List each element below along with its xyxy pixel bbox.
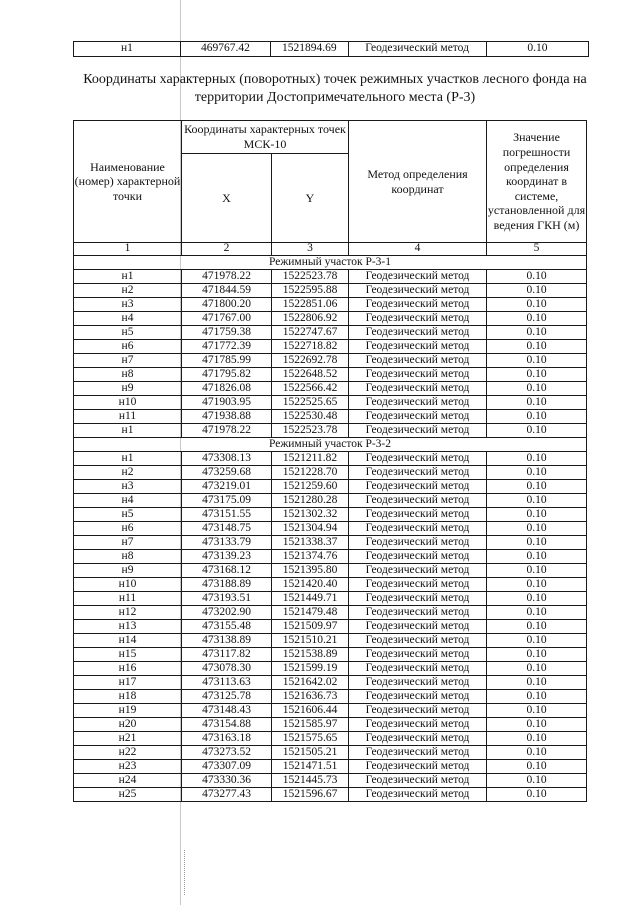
y-cell: 1521479.48: [272, 606, 349, 620]
table-row: [74, 326, 587, 340]
accuracy-cell: 0.10: [487, 396, 587, 410]
accuracy-cell: 0.10: [487, 494, 587, 508]
point-cell: н14: [74, 634, 182, 648]
table-row: [74, 648, 587, 662]
header-point-name: Наименование (номер) характерной точки: [74, 121, 182, 243]
method-cell: Геодезический метод: [349, 340, 487, 354]
accuracy-cell: 0.10: [487, 312, 587, 326]
y-cell: 1521606.44: [272, 704, 349, 718]
point-cell: н4: [74, 312, 182, 326]
x-cell: 471903.95: [182, 396, 272, 410]
method-cell: Геодезический метод: [349, 774, 487, 788]
x-cell: 471800.20: [182, 298, 272, 312]
y-cell: 1521471.51: [272, 760, 349, 774]
point-cell: н9: [74, 382, 182, 396]
point-cell: н3: [74, 480, 182, 494]
y-cell: 1522523.78: [272, 270, 349, 284]
section-title: Режимный участок Р-3-1: [74, 256, 587, 270]
method-cell: Геодезический метод: [349, 634, 487, 648]
x-cell: 471785.99: [182, 354, 272, 368]
method-cell: Геодезический метод: [349, 704, 487, 718]
y-cell: 1521575.65: [272, 732, 349, 746]
point-cell: н11: [74, 410, 182, 424]
method-cell: Геодезический метод: [349, 452, 487, 466]
y-cell: 1522648.52: [272, 368, 349, 382]
point-cell: н21: [74, 732, 182, 746]
accuracy-cell: 0.10: [487, 508, 587, 522]
table-row: [74, 634, 587, 648]
x-cell: 473113.63: [182, 676, 272, 690]
accuracy-cell: 0.10: [487, 466, 587, 480]
header-coordinates: Координаты характерных точек МСК-10: [182, 121, 349, 154]
point-cell: н6: [74, 522, 182, 536]
x-cell: 473175.09: [182, 494, 272, 508]
point-cell: н17: [74, 676, 182, 690]
point-cell: н11: [74, 592, 182, 606]
accuracy-cell: 0.10: [487, 718, 587, 732]
table-row: [74, 592, 587, 606]
point-cell: н9: [74, 564, 182, 578]
method-cell: Геодезический метод: [349, 536, 487, 550]
method-cell: Геодезический метод: [349, 424, 487, 438]
table-row: [74, 718, 587, 732]
x-cell: 473078.30: [182, 662, 272, 676]
x-cell: 473193.51: [182, 592, 272, 606]
point-cell: н8: [74, 368, 182, 382]
accuracy-cell: 0.10: [487, 340, 587, 354]
header-y: Y: [272, 154, 349, 243]
table-row: [74, 354, 587, 368]
method-cell: Геодезический метод: [349, 396, 487, 410]
y-cell: 1521538.89: [272, 648, 349, 662]
accuracy-cell: 0.10: [487, 676, 587, 690]
accuracy-cell: 0.10: [487, 648, 587, 662]
table-row: [74, 382, 587, 396]
accuracy-cell: 0.10: [487, 564, 587, 578]
table-heading: Координаты характерных (поворотных) точек режимных участков лесного фонда на территории Достопримечательного места (Р-3): [83, 72, 587, 105]
method-cell: Геодезический метод: [349, 466, 487, 480]
method-cell: Геодезический метод: [349, 620, 487, 634]
method-cell: Геодезический метод: [349, 606, 487, 620]
accuracy-cell: 0.10: [487, 760, 587, 774]
section-row: [74, 438, 587, 452]
y-cell: 1522718.82: [272, 340, 349, 354]
y-cell: 1521304.94: [272, 522, 349, 536]
point-cell: н1: [74, 452, 182, 466]
point-cell: н19: [74, 704, 182, 718]
accuracy-cell: 0.10: [487, 746, 587, 760]
y-cell: 1521228.70: [272, 466, 349, 480]
y-cell: 1522525.65: [272, 396, 349, 410]
column-number: 3: [272, 243, 349, 256]
method-cell: Геодезический метод: [349, 382, 487, 396]
accuracy-cell: 0.10: [487, 522, 587, 536]
header-method: Метод определения координат: [349, 121, 487, 243]
x-cell: 471978.22: [182, 270, 272, 284]
x-cell: 471759.38: [182, 326, 272, 340]
accuracy-cell: 0.10: [487, 774, 587, 788]
column-number: 1: [74, 243, 182, 256]
section-row: [74, 256, 587, 270]
method-cell: Геодезический метод: [349, 788, 487, 802]
method-cell: Геодезический метод: [349, 480, 487, 494]
method-cell: Геодезический метод: [349, 354, 487, 368]
method-cell: Геодезический метод: [349, 732, 487, 746]
table-row: [74, 284, 587, 298]
point-cell: н1: [74, 270, 182, 284]
table-row: [74, 368, 587, 382]
accuracy-cell: 0.10: [487, 298, 587, 312]
header-accuracy: Значение погрешности определения координат в системе, установленной для ведения ГКН (м): [487, 121, 587, 243]
accuracy-cell: 0.10: [487, 284, 587, 298]
header-x: X: [182, 154, 272, 243]
method-cell: Геодезический метод: [349, 676, 487, 690]
column-number: 4: [349, 243, 487, 256]
y-cell: 1521395.80: [272, 564, 349, 578]
table-row: [74, 410, 587, 424]
previous-table-last-row: [73, 41, 589, 57]
table-row: [74, 662, 587, 676]
point-cell: н13: [74, 620, 182, 634]
y-cell: 1522692.78: [272, 354, 349, 368]
column-number: 5: [487, 243, 587, 256]
page-fold-dots: [184, 850, 185, 895]
accuracy-cell: 0.10: [487, 732, 587, 746]
x-cell: 473148.43: [182, 704, 272, 718]
accuracy-cell: 0.10: [487, 452, 587, 466]
table-row: [74, 690, 587, 704]
y-cell: 1521211.82: [272, 452, 349, 466]
y-cell: 1522851.06: [272, 298, 349, 312]
method-cell: Геодезический метод: [349, 326, 487, 340]
x-cell: 473273.52: [182, 746, 272, 760]
table-row: [74, 270, 587, 284]
accuracy-cell: 0.10: [486, 42, 588, 57]
point-cell: н12: [74, 606, 182, 620]
accuracy-cell: 0.10: [487, 536, 587, 550]
y-cell: 1521509.97: [272, 620, 349, 634]
accuracy-cell: 0.10: [487, 354, 587, 368]
accuracy-cell: 0.10: [487, 704, 587, 718]
y-cell: 1521280.28: [272, 494, 349, 508]
accuracy-cell: 0.10: [487, 634, 587, 648]
y-cell: 1522806.92: [272, 312, 349, 326]
accuracy-cell: 0.10: [487, 662, 587, 676]
table-row: [74, 522, 587, 536]
method-cell: Геодезический метод: [349, 298, 487, 312]
method-cell: Геодезический метод: [349, 522, 487, 536]
x-cell: 471978.22: [182, 424, 272, 438]
method-cell: Геодезический метод: [349, 368, 487, 382]
table-row: [74, 774, 587, 788]
accuracy-cell: 0.10: [487, 382, 587, 396]
point-cell: н20: [74, 718, 182, 732]
table-row: [74, 340, 587, 354]
y-cell: 1521599.19: [272, 662, 349, 676]
x-cell: 471826.08: [182, 382, 272, 396]
x-cell: 473117.82: [182, 648, 272, 662]
table-row: [74, 620, 587, 634]
x-cell: 473155.48: [182, 620, 272, 634]
accuracy-cell: 0.10: [487, 410, 587, 424]
accuracy-cell: 0.10: [487, 690, 587, 704]
table-row: [74, 564, 587, 578]
method-cell: Геодезический метод: [349, 270, 487, 284]
x-cell: 473307.09: [182, 760, 272, 774]
table-row: [74, 312, 587, 326]
point-cell: н1: [74, 424, 182, 438]
method-cell: Геодезический метод: [349, 578, 487, 592]
method-cell: Геодезический метод: [349, 564, 487, 578]
x-cell: 473139.23: [182, 550, 272, 564]
method-cell: Геодезический метод: [349, 508, 487, 522]
y-cell: 1521636.73: [272, 690, 349, 704]
method-cell: Геодезический метод: [349, 410, 487, 424]
table-row: [74, 704, 587, 718]
table-row: [74, 732, 587, 746]
x-cell: 473308.13: [182, 452, 272, 466]
column-number: 2: [182, 243, 272, 256]
point-cell: н15: [74, 648, 182, 662]
y-cell: 1521642.02: [272, 676, 349, 690]
table-row: [74, 760, 587, 774]
method-cell: Геодезический метод: [349, 760, 487, 774]
y-cell: 1522566.42: [272, 382, 349, 396]
accuracy-cell: 0.10: [487, 424, 587, 438]
table-row: [74, 676, 587, 690]
y-cell: 1521420.40: [272, 578, 349, 592]
x-cell: 471795.82: [182, 368, 272, 382]
y-cell: 1521894.69: [271, 42, 349, 57]
table-row: [74, 396, 587, 410]
point-cell: н7: [74, 354, 182, 368]
point-cell: н22: [74, 746, 182, 760]
method-cell: Геодезический метод: [349, 746, 487, 760]
method-cell: Геодезический метод: [349, 648, 487, 662]
method-cell: Геодезический метод: [349, 550, 487, 564]
method-cell: Геодезический метод: [349, 494, 487, 508]
x-cell: 471938.88: [182, 410, 272, 424]
x-cell: 473330.36: [182, 774, 272, 788]
table-row: [74, 578, 587, 592]
x-cell: 473151.55: [182, 508, 272, 522]
x-cell: 473188.89: [182, 578, 272, 592]
x-cell: 473163.18: [182, 732, 272, 746]
table-row: [74, 298, 587, 312]
method-cell: Геодезический метод: [349, 592, 487, 606]
header-row: [74, 121, 587, 154]
point-cell: н16: [74, 662, 182, 676]
table-row: [74, 480, 587, 494]
table-row: [74, 452, 587, 466]
point-cell: н5: [74, 508, 182, 522]
x-cell: 473219.01: [182, 480, 272, 494]
method-cell: Геодезический метод: [349, 284, 487, 298]
accuracy-cell: 0.10: [487, 592, 587, 606]
table-row: [74, 42, 589, 57]
y-cell: 1521449.71: [272, 592, 349, 606]
x-cell: 473148.75: [182, 522, 272, 536]
table-row: [74, 606, 587, 620]
table-row: [74, 508, 587, 522]
y-cell: 1522530.48: [272, 410, 349, 424]
section-title: Режимный участок Р-3-2: [74, 438, 587, 452]
x-cell: 471772.39: [182, 340, 272, 354]
x-cell: 473202.90: [182, 606, 272, 620]
y-cell: 1521374.76: [272, 550, 349, 564]
y-cell: 1521302.32: [272, 508, 349, 522]
point-cell: н7: [74, 536, 182, 550]
x-cell: 473277.43: [182, 788, 272, 802]
y-cell: 1521585.97: [272, 718, 349, 732]
method-cell: Геодезический метод: [349, 662, 487, 676]
coordinates-table-body: [74, 121, 587, 802]
x-cell: 473133.79: [182, 536, 272, 550]
accuracy-cell: 0.10: [487, 578, 587, 592]
y-cell: 1521445.73: [272, 774, 349, 788]
x-cell: 469767.42: [180, 42, 270, 57]
method-cell: Геодезический метод: [349, 718, 487, 732]
point-cell: н23: [74, 760, 182, 774]
x-cell: 471767.00: [182, 312, 272, 326]
accuracy-cell: 0.10: [487, 606, 587, 620]
y-cell: 1522595.88: [272, 284, 349, 298]
x-cell: 471844.59: [182, 284, 272, 298]
table-row: [74, 466, 587, 480]
y-cell: 1522747.67: [272, 326, 349, 340]
method-cell: Геодезический метод: [349, 690, 487, 704]
x-cell: 473138.89: [182, 634, 272, 648]
accuracy-cell: 0.10: [487, 480, 587, 494]
point-cell: н1: [74, 42, 181, 57]
table-row: [74, 550, 587, 564]
accuracy-cell: 0.10: [487, 620, 587, 634]
y-cell: 1521259.60: [272, 480, 349, 494]
y-cell: 1521510.21: [272, 634, 349, 648]
y-cell: 1522523.78: [272, 424, 349, 438]
x-cell: 473259.68: [182, 466, 272, 480]
column-number-row: [74, 243, 587, 256]
point-cell: н18: [74, 690, 182, 704]
point-cell: н24: [74, 774, 182, 788]
accuracy-cell: 0.10: [487, 550, 587, 564]
x-cell: 473154.88: [182, 718, 272, 732]
point-cell: н6: [74, 340, 182, 354]
point-cell: н2: [74, 466, 182, 480]
point-cell: н3: [74, 298, 182, 312]
y-cell: 1521338.37: [272, 536, 349, 550]
coordinates-table: [73, 120, 587, 802]
accuracy-cell: 0.10: [487, 788, 587, 802]
point-cell: н2: [74, 284, 182, 298]
point-cell: н4: [74, 494, 182, 508]
method-cell: Геодезический метод: [348, 42, 486, 57]
method-cell: Геодезический метод: [349, 312, 487, 326]
y-cell: 1521596.67: [272, 788, 349, 802]
accuracy-cell: 0.10: [487, 326, 587, 340]
x-cell: 473125.78: [182, 690, 272, 704]
table-row: [74, 494, 587, 508]
point-cell: н8: [74, 550, 182, 564]
x-cell: 473168.12: [182, 564, 272, 578]
y-cell: 1521505.21: [272, 746, 349, 760]
table-row: [74, 788, 587, 802]
table-row: [74, 424, 587, 438]
point-cell: н5: [74, 326, 182, 340]
accuracy-cell: 0.10: [487, 270, 587, 284]
table-row: [74, 746, 587, 760]
table-row: [74, 536, 587, 550]
point-cell: н25: [74, 788, 182, 802]
point-cell: н10: [74, 578, 182, 592]
accuracy-cell: 0.10: [487, 368, 587, 382]
point-cell: н10: [74, 396, 182, 410]
